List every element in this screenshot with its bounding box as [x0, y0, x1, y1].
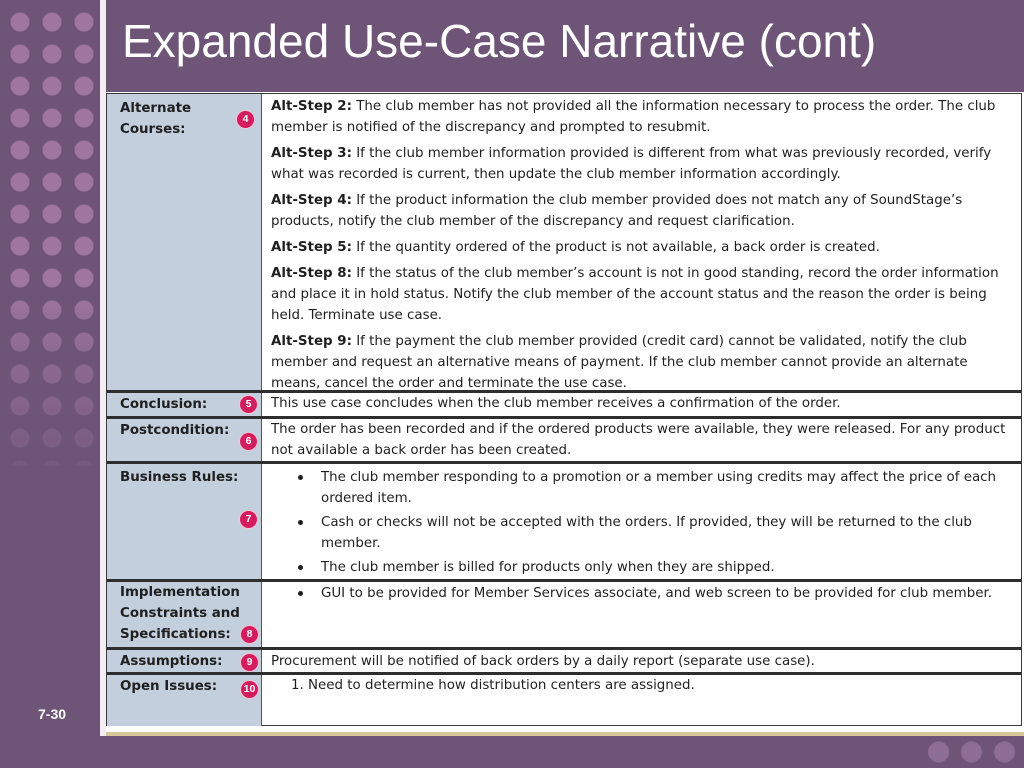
business-rule-item: Cash or checks will not be accepted with the orders. If provided, they will be returned to the club member. — [267, 512, 1013, 554]
callout-badge: 7 — [240, 511, 257, 528]
alt-step — [271, 96, 1013, 138]
alt-step-text: The club member has not provided all the information necessary to process the order. The club member is notified of the discrepancy and prompted to resubmit. — [271, 99, 996, 135]
cell-text: Procurement will be notified of back orders by a daily report (separate use case). — [271, 654, 815, 669]
label-cell — [107, 419, 262, 461]
alt-step — [271, 331, 1013, 394]
row-conclusion — [107, 393, 1021, 419]
row-assumptions — [107, 650, 1021, 675]
cell-text: The order has been recorded and if the ordered products were available, they were released. For any product not available a back order has been created. — [271, 422, 1006, 458]
row-label: Conclusion: — [120, 397, 208, 412]
open-issue-item: 1. Need to determine how distribution centers are assigned. — [291, 678, 695, 693]
alt-step — [271, 143, 1013, 185]
label-cell — [107, 94, 262, 390]
callout-badge: 9 — [241, 654, 258, 671]
row-business-rules — [107, 464, 1021, 582]
alt-step-text: If the product information the club member provided does not match any of SoundStage’s products, notify the club member of the discrepancy and request clarification. — [271, 193, 963, 229]
alt-step-text: If the club member information provided is different from what was previously recorded, verify what was recorded is current, then update the club member information accordingly. — [271, 146, 992, 182]
business-rule-item: The club member is billed for products only when they are shipped. — [267, 557, 1013, 578]
alt-step-label: Alt-Step 3: — [271, 146, 352, 161]
row-label: Business Rules: — [120, 470, 239, 485]
label-cell — [107, 675, 262, 726]
slide-number: 7-30 — [38, 706, 67, 722]
callout-badge: 4 — [237, 111, 254, 128]
slide-title: Expanded Use-Case Narrative (cont) — [122, 15, 877, 67]
label-cell — [107, 582, 262, 647]
assumptions-text — [271, 651, 1013, 672]
alternate-steps — [271, 96, 1013, 390]
label-cell — [107, 393, 262, 416]
postcondition-text — [271, 419, 1013, 461]
footer-decorative-dots — [922, 738, 1022, 766]
row-label: Alternate Courses: — [120, 101, 192, 137]
row-open-issues — [107, 675, 1021, 726]
alt-step-text: If the quantity ordered of the product is not available, a back order is created. — [351, 240, 880, 255]
cell-text: This use case concludes when the club member receives a confirmation of the order. — [271, 396, 841, 411]
alt-step-label: Alt-Step 9: — [271, 334, 352, 349]
use-case-narrative-table — [106, 93, 1022, 726]
implementation-list — [267, 583, 1013, 647]
callout-badge: 6 — [240, 433, 257, 450]
footer-bar — [0, 736, 1024, 768]
decorative-dots-fade — [0, 280, 103, 500]
alt-step — [271, 237, 1013, 258]
row-postcondition — [107, 419, 1021, 464]
row-alternate-courses — [107, 94, 1021, 393]
alt-step-label: Alt-Step 5: — [271, 240, 352, 255]
alt-step-label: Alt-Step 2: — [271, 99, 352, 114]
label-cell — [107, 464, 262, 579]
row-implementation-constraints — [107, 582, 1021, 650]
implementation-item: GUI to be provided for Member Services associate, and web screen to be provided for club member. — [267, 583, 1013, 604]
label-cell — [107, 650, 262, 672]
alt-step-text: If the status of the club member’s account is not in good standing, record the order information and place it in hold status. Notify the club member of the account status and the reason the order is being held. Terminate use case. — [271, 266, 999, 323]
row-label: Implementation Constraints and Specifications: — [120, 585, 240, 642]
alt-step — [271, 263, 1013, 326]
left-decor-strip — [0, 0, 103, 768]
alt-step-text: If the payment the club member provided (credit card) cannot be validated, notify the club member and request an alternative means of payment. If the club member cannot provide an alternate means, cancel the order and terminate the use case. — [271, 334, 968, 391]
row-label: Open Issues: — [120, 679, 218, 694]
callout-badge: 10 — [241, 681, 258, 698]
business-rules-list — [267, 467, 1013, 579]
row-label: Postcondition: — [120, 423, 230, 438]
business-rule-item: The club member responding to a promotion or a member using credits may affect the price of each ordered item. — [267, 467, 1013, 509]
alt-step — [271, 190, 1013, 232]
alt-step-label: Alt-Step 8: — [271, 266, 352, 281]
conclusion-text — [271, 393, 1013, 416]
callout-badge: 8 — [241, 626, 258, 643]
callout-badge: 5 — [240, 396, 257, 413]
open-issues-list — [271, 675, 1013, 726]
row-label: Assumptions: — [120, 654, 223, 669]
alt-step-label: Alt-Step 4: — [271, 193, 352, 208]
